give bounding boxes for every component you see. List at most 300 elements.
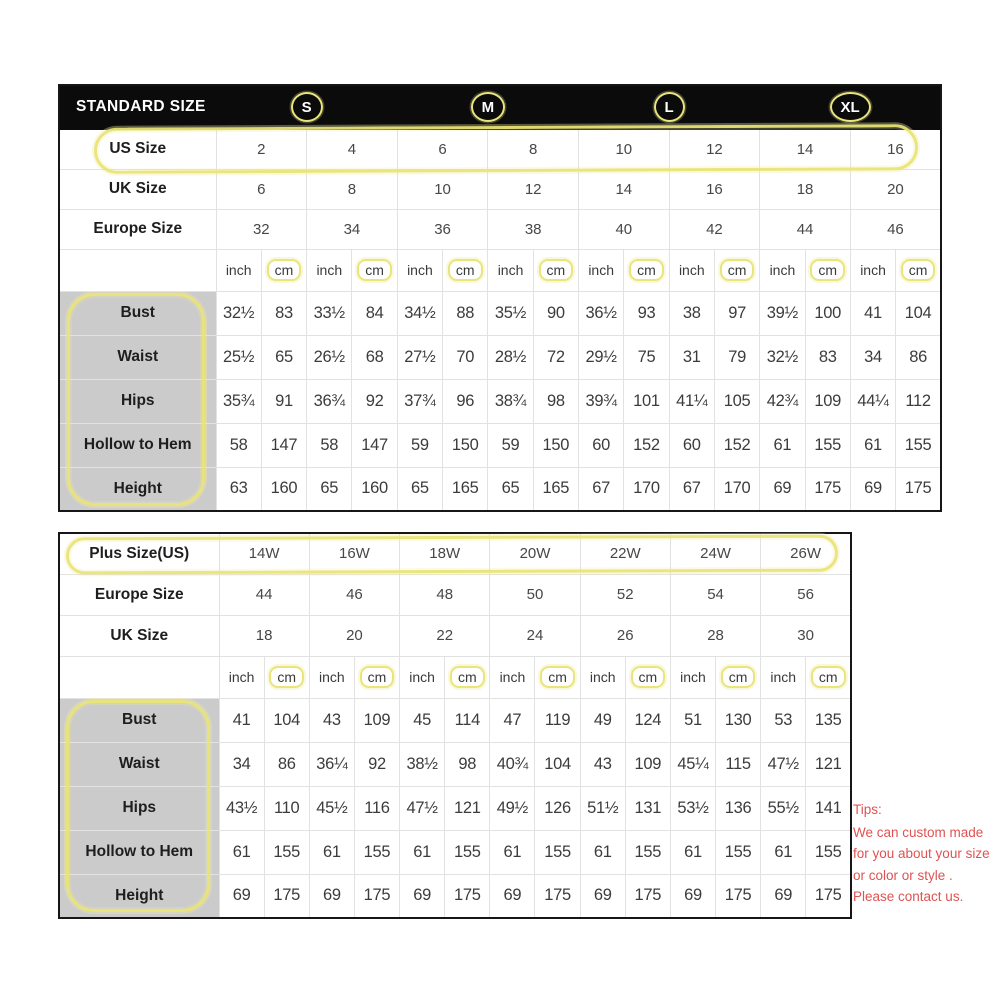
inch-value-cell: 29½	[579, 335, 624, 379]
inch-value-cell: 61	[761, 830, 806, 874]
size-value-cell: 26	[580, 615, 670, 656]
size-value-cell: 52	[580, 574, 670, 615]
size-value-cell: 42	[669, 209, 760, 249]
cm-value-cell: 104	[264, 698, 309, 742]
tips-title: Tips:	[853, 802, 882, 817]
size-value-cell: 8	[307, 169, 398, 209]
cm-value-cell: 105	[714, 379, 759, 423]
size-value-cell: 18	[219, 615, 309, 656]
inch-label: inch	[860, 262, 886, 278]
size-value-cell: 22	[400, 615, 490, 656]
inch-unit-cell	[761, 656, 806, 698]
table-row	[59, 874, 851, 918]
size-value-cell: 34	[307, 209, 398, 249]
measurement-row-label: Bust	[59, 291, 216, 335]
measurement-row-label: Bust	[59, 698, 219, 742]
cm-label-highlighted: cm	[901, 259, 936, 281]
inch-unit-cell	[579, 249, 624, 291]
measurement-row-label: Hollow to Hem	[59, 423, 216, 467]
inch-value-cell: 34	[219, 742, 264, 786]
inch-value-cell: 58	[216, 423, 261, 467]
cm-value-cell: 150	[443, 423, 488, 467]
cm-value-cell: 121	[806, 742, 851, 786]
inch-value-cell: 32½	[216, 291, 261, 335]
cm-unit-cell	[714, 249, 759, 291]
cm-value-cell: 84	[352, 291, 397, 335]
inch-label: inch	[678, 262, 705, 278]
size-group-badge: M	[471, 92, 506, 122]
inch-value-cell: 65	[307, 467, 352, 511]
cm-unit-cell	[806, 656, 851, 698]
inch-value-cell: 44¼	[850, 379, 895, 423]
unit-row	[59, 249, 941, 291]
size-value-cell: 14	[579, 169, 670, 209]
table-row	[59, 467, 941, 511]
inch-value-cell: 69	[309, 874, 354, 918]
inch-unit-cell	[216, 249, 261, 291]
size-value-cell: 44	[760, 209, 851, 249]
inch-unit-cell	[669, 249, 714, 291]
inch-label: inch	[770, 669, 797, 685]
inch-value-cell: 25½	[216, 335, 261, 379]
cm-value-cell: 155	[716, 830, 761, 874]
inch-value-cell: 61	[670, 830, 715, 874]
cm-unit-cell	[352, 249, 397, 291]
inch-value-cell: 43	[580, 742, 625, 786]
cm-value-cell: 175	[535, 874, 580, 918]
measurement-row-label: Hips	[59, 786, 219, 830]
cm-value-cell: 160	[352, 467, 397, 511]
row-label: Europe Size	[59, 574, 219, 615]
inch-unit-cell	[307, 249, 352, 291]
cm-value-cell: 98	[445, 742, 490, 786]
inch-label: inch	[588, 262, 614, 278]
cm-value-cell: 155	[354, 830, 399, 874]
inch-value-cell: 47	[490, 698, 535, 742]
row-label: Europe Size	[59, 209, 216, 249]
size-value-cell: 20	[309, 615, 399, 656]
inch-value-cell: 59	[488, 423, 533, 467]
table-header-row	[59, 85, 941, 129]
inch-unit-cell	[670, 656, 715, 698]
size-value-cell: 10	[397, 169, 488, 209]
inch-value-cell: 28½	[488, 335, 533, 379]
inch-value-cell: 63	[216, 467, 261, 511]
inch-label: inch	[319, 669, 345, 685]
inch-value-cell: 39¾	[579, 379, 624, 423]
size-group-badge: S	[291, 92, 323, 122]
cm-value-cell: 115	[716, 742, 761, 786]
tips-lines	[853, 822, 999, 908]
measurement-row-label: Height	[59, 467, 216, 511]
cm-label-highlighted: cm	[811, 666, 846, 688]
size-value-cell: 16	[850, 129, 941, 169]
size-value-cell: 30	[761, 615, 851, 656]
cm-unit-cell	[805, 249, 850, 291]
cm-value-cell: 175	[264, 874, 309, 918]
inch-label: inch	[228, 669, 255, 685]
inch-label: inch	[769, 262, 796, 278]
size-value-cell: 20W	[490, 533, 580, 574]
inch-value-cell: 61	[400, 830, 445, 874]
cm-unit-cell	[261, 249, 306, 291]
inch-value-cell: 61	[309, 830, 354, 874]
inch-label: inch	[407, 262, 433, 278]
cm-value-cell: 109	[354, 698, 399, 742]
standard-size-table	[58, 84, 942, 512]
inch-value-cell: 61	[760, 423, 805, 467]
cm-value-cell: 96	[443, 379, 488, 423]
cm-value-cell: 175	[354, 874, 399, 918]
plus-size-table-wrap	[58, 532, 852, 919]
table-row	[59, 335, 941, 379]
size-group-cell	[216, 85, 397, 129]
row-label: UK Size	[59, 615, 219, 656]
inch-value-cell: 49	[580, 698, 625, 742]
inch-unit-cell	[760, 249, 805, 291]
cm-value-cell: 75	[624, 335, 669, 379]
table-row	[59, 423, 941, 467]
inch-unit-cell	[488, 249, 533, 291]
cm-label-highlighted: cm	[810, 259, 845, 281]
inch-unit-cell	[397, 249, 442, 291]
measurement-row-label: Height	[59, 874, 219, 918]
cm-value-cell: 83	[805, 335, 850, 379]
cm-value-cell: 155	[625, 830, 670, 874]
cm-value-cell: 109	[625, 742, 670, 786]
cm-value-cell: 175	[625, 874, 670, 918]
table-row	[59, 615, 851, 656]
cm-label-highlighted: cm	[448, 259, 483, 281]
cm-value-cell: 130	[716, 698, 761, 742]
table-title: STANDARD SIZE	[59, 85, 216, 129]
inch-value-cell: 33½	[307, 291, 352, 335]
cm-value-cell: 91	[261, 379, 306, 423]
tips-line: or color or style .	[853, 867, 953, 883]
cm-value-cell: 98	[533, 379, 578, 423]
measurement-row-label: Waist	[59, 742, 219, 786]
cm-value-cell: 104	[535, 742, 580, 786]
cm-unit-cell	[624, 249, 669, 291]
size-value-cell: 54	[670, 574, 760, 615]
cm-unit-cell	[535, 656, 580, 698]
cm-label-highlighted: cm	[269, 666, 304, 688]
cm-value-cell: 165	[443, 467, 488, 511]
inch-label: inch	[499, 669, 526, 685]
size-group-cell	[397, 85, 578, 129]
inch-value-cell: 35½	[488, 291, 533, 335]
size-value-cell: 14	[760, 129, 851, 169]
empty-corner-cell	[59, 656, 219, 698]
inch-value-cell: 41¼	[669, 379, 714, 423]
cm-value-cell: 121	[445, 786, 490, 830]
inch-value-cell: 34	[850, 335, 895, 379]
inch-value-cell: 65	[488, 467, 533, 511]
unit-row	[59, 656, 851, 698]
cm-value-cell: 92	[352, 379, 397, 423]
size-value-cell: 6	[216, 169, 307, 209]
cm-value-cell: 135	[806, 698, 851, 742]
cm-value-cell: 79	[714, 335, 759, 379]
cm-value-cell: 126	[535, 786, 580, 830]
inch-value-cell: 61	[850, 423, 895, 467]
cm-value-cell: 152	[714, 423, 759, 467]
size-value-cell: 28	[670, 615, 760, 656]
inch-value-cell: 49½	[490, 786, 535, 830]
cm-value-cell: 110	[264, 786, 309, 830]
inch-unit-cell	[219, 656, 264, 698]
inch-unit-cell	[850, 249, 895, 291]
row-label: UK Size	[59, 169, 216, 209]
cm-value-cell: 165	[533, 467, 578, 511]
cm-value-cell: 152	[624, 423, 669, 467]
size-value-cell: 56	[761, 574, 851, 615]
inch-value-cell: 36¾	[307, 379, 352, 423]
inch-value-cell: 51½	[580, 786, 625, 830]
size-value-cell: 48	[400, 574, 490, 615]
measurement-row-label: Hips	[59, 379, 216, 423]
cm-value-cell: 116	[354, 786, 399, 830]
inch-value-cell: 61	[580, 830, 625, 874]
cm-value-cell: 124	[625, 698, 670, 742]
cm-value-cell: 175	[806, 874, 851, 918]
cm-value-cell: 170	[624, 467, 669, 511]
table-row	[59, 698, 851, 742]
inch-value-cell: 60	[669, 423, 714, 467]
size-value-cell: 16W	[309, 533, 399, 574]
cm-value-cell: 65	[261, 335, 306, 379]
inch-value-cell: 67	[579, 467, 624, 511]
tips-note	[853, 799, 999, 908]
cm-label-highlighted: cm	[629, 259, 664, 281]
inch-value-cell: 42¾	[760, 379, 805, 423]
table-row	[59, 379, 941, 423]
cm-value-cell: 175	[716, 874, 761, 918]
cm-unit-cell	[716, 656, 761, 698]
cm-value-cell: 100	[805, 291, 850, 335]
inch-label: inch	[589, 669, 616, 685]
inch-value-cell: 69	[760, 467, 805, 511]
inch-unit-cell	[580, 656, 625, 698]
size-group-cell	[760, 85, 941, 129]
cm-value-cell: 86	[264, 742, 309, 786]
inch-value-cell: 43½	[219, 786, 264, 830]
size-value-cell: 10	[579, 129, 670, 169]
inch-label: inch	[316, 262, 343, 278]
inch-value-cell: 36¼	[309, 742, 354, 786]
inch-value-cell: 38¾	[488, 379, 533, 423]
inch-value-cell: 40¾	[490, 742, 535, 786]
size-value-cell: 12	[488, 169, 579, 209]
size-value-cell: 50	[490, 574, 580, 615]
size-value-cell: 22W	[580, 533, 670, 574]
cm-unit-cell	[445, 656, 490, 698]
cm-value-cell: 112	[896, 379, 941, 423]
size-value-cell: 20	[850, 169, 941, 209]
cm-value-cell: 175	[445, 874, 490, 918]
cm-unit-cell	[533, 249, 578, 291]
inch-label: inch	[225, 262, 252, 278]
inch-value-cell: 38	[669, 291, 714, 335]
size-value-cell: 12	[669, 129, 760, 169]
inch-value-cell: 51	[670, 698, 715, 742]
inch-value-cell: 69	[219, 874, 264, 918]
table-row	[59, 830, 851, 874]
inch-value-cell: 41	[850, 291, 895, 335]
cm-label-highlighted: cm	[539, 259, 574, 281]
cm-label-highlighted: cm	[721, 666, 756, 688]
cm-value-cell: 150	[533, 423, 578, 467]
cm-unit-cell	[264, 656, 309, 698]
size-value-cell: 18	[760, 169, 851, 209]
inch-value-cell: 61	[490, 830, 535, 874]
inch-unit-cell	[490, 656, 535, 698]
inch-value-cell: 59	[397, 423, 442, 467]
cm-label-highlighted: cm	[450, 666, 485, 688]
inch-value-cell: 31	[669, 335, 714, 379]
cm-value-cell: 170	[714, 467, 759, 511]
inch-value-cell: 45	[400, 698, 445, 742]
cm-value-cell: 131	[625, 786, 670, 830]
size-value-cell: 32	[216, 209, 307, 249]
cm-value-cell: 155	[896, 423, 941, 467]
cm-value-cell: 155	[535, 830, 580, 874]
size-value-cell: 46	[850, 209, 941, 249]
cm-value-cell: 88	[443, 291, 488, 335]
cm-label-highlighted: cm	[267, 259, 302, 281]
cm-label-highlighted: cm	[720, 259, 755, 281]
inch-value-cell: 69	[580, 874, 625, 918]
table-row	[59, 129, 941, 169]
inch-value-cell: 53	[761, 698, 806, 742]
cm-unit-cell	[443, 249, 488, 291]
size-value-cell: 4	[307, 129, 398, 169]
inch-value-cell: 39½	[760, 291, 805, 335]
inch-label: inch	[680, 669, 706, 685]
inch-value-cell: 43	[309, 698, 354, 742]
size-value-cell: 6	[397, 129, 488, 169]
cm-value-cell: 83	[261, 291, 306, 335]
inch-label: inch	[497, 262, 524, 278]
tips-line: Please contact us.	[853, 889, 964, 904]
table-row	[59, 742, 851, 786]
cm-label-highlighted: cm	[540, 666, 575, 688]
size-value-cell: 40	[579, 209, 670, 249]
tips-line: We can custom made	[853, 824, 984, 840]
plus-size-table	[58, 532, 852, 919]
inch-unit-cell	[309, 656, 354, 698]
inch-value-cell: 35¾	[216, 379, 261, 423]
cm-unit-cell	[625, 656, 670, 698]
table-row	[59, 786, 851, 830]
cm-label-highlighted: cm	[631, 666, 666, 688]
inch-value-cell: 69	[400, 874, 445, 918]
cm-value-cell: 70	[443, 335, 488, 379]
cm-value-cell: 92	[354, 742, 399, 786]
cm-value-cell: 114	[445, 698, 490, 742]
cm-value-cell: 104	[896, 291, 941, 335]
size-value-cell: 24W	[670, 533, 760, 574]
inch-value-cell: 65	[397, 467, 442, 511]
measurement-row-label: Hollow to Hem	[59, 830, 219, 874]
inch-value-cell: 69	[490, 874, 535, 918]
cm-value-cell: 68	[352, 335, 397, 379]
size-value-cell: 14W	[219, 533, 309, 574]
cm-value-cell: 109	[805, 379, 850, 423]
inch-value-cell: 69	[850, 467, 895, 511]
inch-value-cell: 61	[219, 830, 264, 874]
table-row	[59, 291, 941, 335]
size-value-cell: 8	[488, 129, 579, 169]
inch-value-cell: 55½	[761, 786, 806, 830]
standard-size-table-wrap	[58, 84, 942, 512]
cm-value-cell: 136	[716, 786, 761, 830]
table-row	[59, 209, 941, 249]
size-value-cell: 18W	[400, 533, 490, 574]
row-label: Plus Size(US)	[59, 533, 219, 574]
cm-value-cell: 86	[896, 335, 941, 379]
cm-label-highlighted: cm	[357, 259, 392, 281]
inch-value-cell: 37¾	[397, 379, 442, 423]
measurement-row-label: Waist	[59, 335, 216, 379]
cm-unit-cell	[354, 656, 399, 698]
size-value-cell: 16	[669, 169, 760, 209]
cm-value-cell: 155	[805, 423, 850, 467]
table-row	[59, 533, 851, 574]
cm-value-cell: 155	[445, 830, 490, 874]
cm-value-cell: 90	[533, 291, 578, 335]
inch-value-cell: 69	[670, 874, 715, 918]
inch-label: inch	[409, 669, 435, 685]
size-value-cell: 46	[309, 574, 399, 615]
inch-value-cell: 67	[669, 467, 714, 511]
size-value-cell: 44	[219, 574, 309, 615]
cm-value-cell: 72	[533, 335, 578, 379]
cm-unit-cell	[896, 249, 941, 291]
inch-value-cell: 45½	[309, 786, 354, 830]
inch-value-cell: 69	[761, 874, 806, 918]
empty-corner-cell	[59, 249, 216, 291]
inch-value-cell: 47½	[400, 786, 445, 830]
inch-value-cell: 41	[219, 698, 264, 742]
inch-value-cell: 45¼	[670, 742, 715, 786]
cm-value-cell: 147	[352, 423, 397, 467]
cm-value-cell: 97	[714, 291, 759, 335]
cm-value-cell: 119	[535, 698, 580, 742]
inch-value-cell: 38½	[400, 742, 445, 786]
inch-value-cell: 60	[579, 423, 624, 467]
cm-value-cell: 155	[806, 830, 851, 874]
inch-value-cell: 26½	[307, 335, 352, 379]
cm-value-cell: 175	[896, 467, 941, 511]
row-label: US Size	[59, 129, 216, 169]
size-group-cell	[579, 85, 760, 129]
size-group-badge: L	[654, 92, 685, 122]
table-row	[59, 169, 941, 209]
size-value-cell: 2	[216, 129, 307, 169]
cm-label-highlighted: cm	[360, 666, 395, 688]
cm-value-cell: 160	[261, 467, 306, 511]
inch-value-cell: 32½	[760, 335, 805, 379]
cm-value-cell: 147	[261, 423, 306, 467]
size-group-badge: XL	[830, 92, 871, 122]
cm-value-cell: 155	[264, 830, 309, 874]
cm-value-cell: 141	[806, 786, 851, 830]
inch-value-cell: 58	[307, 423, 352, 467]
inch-value-cell: 36½	[579, 291, 624, 335]
table-row	[59, 574, 851, 615]
inch-value-cell: 27½	[397, 335, 442, 379]
